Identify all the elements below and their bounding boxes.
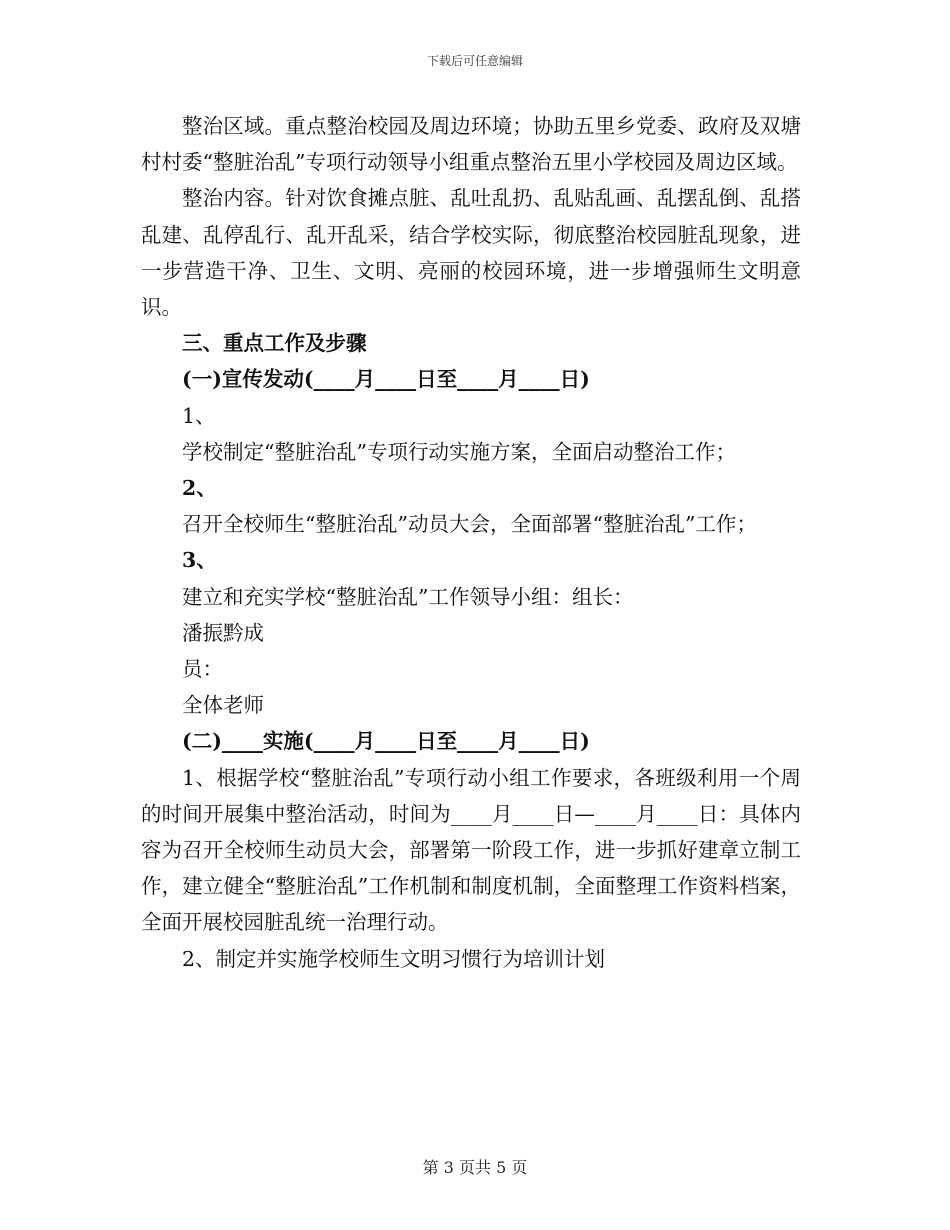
leader-name: 潘振黔成 [182, 620, 264, 645]
member-value: 全体老师 [182, 693, 264, 718]
list-item-2: 召开全校师生“整脏治乱”动员大会，全面部署“整脏治乱”工作； [182, 512, 757, 537]
subsection-heading-2: (二)____实施(____月____日至____月____日) [182, 729, 590, 754]
section-heading-3: 三、重点工作及步骤 [182, 331, 367, 356]
subsection-heading-1: (一)宣传发动(____月____日至____月____日) [182, 367, 590, 392]
list-number-2: 2、 [182, 476, 217, 501]
member-label: 员： [182, 657, 223, 682]
list-item-1: 学校制定“整脏治乱”专项行动实施方案，全面启动整治工作； [182, 439, 736, 464]
paragraph-content: 整治内容。针对饮食摊点脏、乱吐乱扔、乱贴乱画、乱摆乱倒、乱搭乱建、乱停乱行、乱开乱采，结合学校实际，彻底整治校园脏乱现象，进一步营造干净、卫生、文明、亮丽的校园环境，进一步增强师生文明意识。 [141, 186, 801, 320]
list-number-3: 3、 [182, 548, 217, 573]
paragraph-area: 整治区域。重点整治校园及周边环境；协助五里乡党委、政府及双塘村村委“整脏治乱”专项行动领导小组重点整治五里小学校园及周边区域。 [141, 114, 801, 175]
page-header: 下载后可任意编辑 [426, 54, 523, 68]
implementation-item-1: 1、根据学校“整脏治乱”专项行动小组工作要求，各班级利用一个周的时间开展集中整治活动，时间为____月____日—____月____日：具体内容为召开全校师生动员大会，部署第一阶段工作，进一步抓好建章立制工作，建立健全“整脏治乱”工作机制和制度机制，全面整理工作资料档案，全面开展校园脏乱统一治理行动。 [141, 765, 801, 935]
list-item-3: 建立和充实学校“整脏治乱”工作领导小组：组长： [182, 584, 634, 609]
implementation-item-2: 2、制定并实施学校师生文明习惯行为培训计划 [182, 946, 606, 971]
document-body [141, 108, 801, 977]
page-footer: 第 3 页共 5 页 [422, 1158, 528, 1177]
list-number-1: 1、 [182, 403, 216, 428]
